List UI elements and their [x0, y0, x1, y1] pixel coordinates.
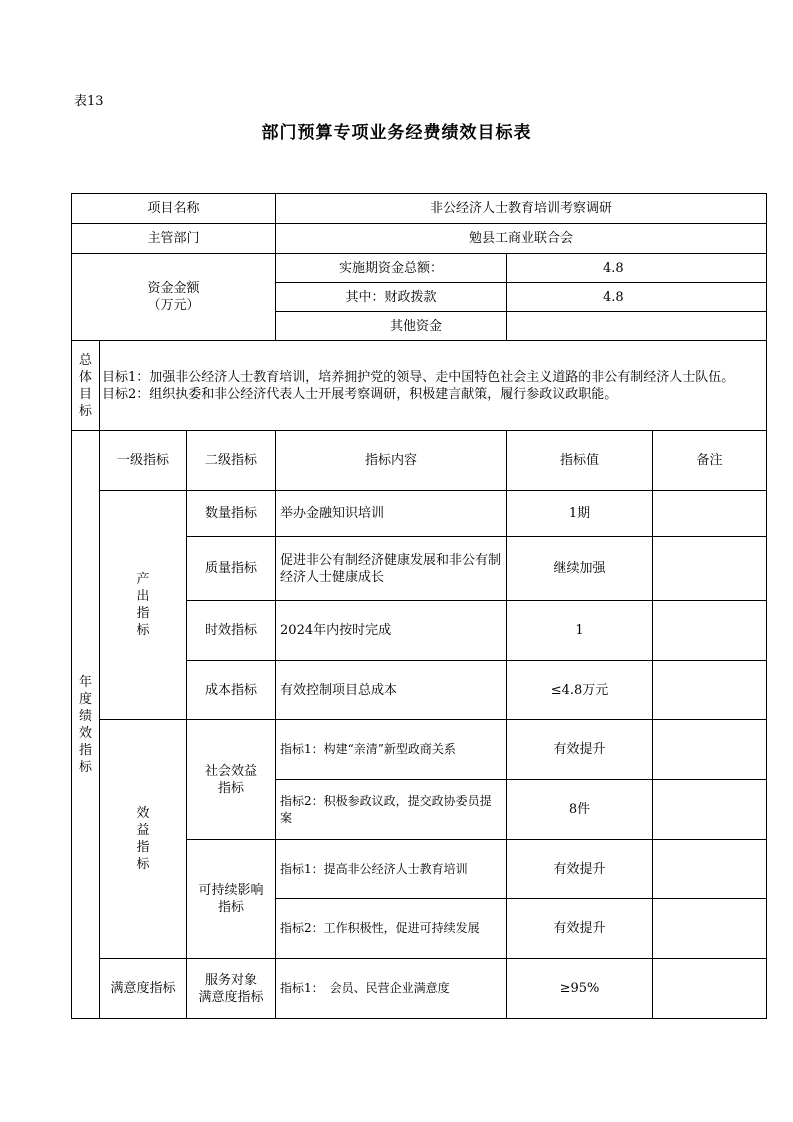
- project-name-value: 非公经济人士教育培训考察调研: [276, 194, 767, 224]
- output-value: 1: [507, 601, 653, 661]
- benefit-label-char: 标: [136, 857, 150, 872]
- project-name-row: [72, 194, 767, 224]
- output-indicators-label: [100, 491, 187, 720]
- annual-label-char: 标: [78, 759, 92, 775]
- social-content: 指标1：构建“亲清”新型政商关系: [276, 720, 507, 780]
- annual-label-char: 度: [78, 691, 92, 707]
- output-value: 1期: [507, 491, 653, 537]
- funds-other-value: [507, 312, 767, 341]
- benefit-label-char: 益: [136, 823, 150, 838]
- output-level2: 数量指标: [187, 491, 276, 537]
- sustain-value: 有效提升: [507, 899, 653, 959]
- benefit-label-char: 效: [136, 806, 150, 821]
- sustain-remark: [653, 899, 767, 959]
- funds-total-row: [72, 254, 767, 283]
- header-level1: 一级指标: [100, 431, 187, 491]
- social-value: 8件: [507, 780, 653, 840]
- funds-total-value: 4.8: [507, 254, 767, 283]
- sustain-remark: [653, 840, 767, 899]
- annual-label-char: 绩: [78, 708, 92, 724]
- sustain-label-line: 指标: [218, 900, 245, 915]
- annual-label-char: 效: [78, 725, 92, 741]
- satisfaction-label-line: 满意度指标: [198, 989, 264, 1005]
- output-content: 举办金融知识培训: [276, 491, 507, 537]
- social-remark: [653, 780, 767, 840]
- output-content: 促进非公有制经济健康发展和非公有制经济人士健康成长: [276, 537, 507, 601]
- goal-1: 目标1：加强非公经济人士教育培训，培养拥护党的领导、走中国特色社会主义道路的非公有制经济人士队伍。: [102, 369, 735, 385]
- sustain-value: 有效提升: [507, 840, 653, 899]
- satisfaction-level1: 满意度指标: [100, 959, 187, 1019]
- social-benefit-label: [187, 720, 276, 840]
- satisfaction-value: ≥95%: [507, 959, 653, 1019]
- output-remark: [653, 537, 767, 601]
- sustain-content: 指标2：工作积极性，促进可持续发展: [276, 899, 507, 959]
- social-label-line: 社会效益: [205, 763, 258, 779]
- header-level2: 二级指标: [187, 431, 276, 491]
- performance-target-table: [71, 193, 767, 1019]
- social-value: 有效提升: [507, 720, 653, 780]
- satisfaction-label-line: 服务对象: [205, 972, 258, 988]
- table-row: [72, 491, 767, 537]
- table-row: [72, 959, 767, 1019]
- output-label-char: 标: [136, 623, 150, 638]
- benefit-label-char: 指: [136, 840, 150, 855]
- annual-label-char: 年: [78, 674, 92, 690]
- output-remark: [653, 491, 767, 537]
- output-label-char: 产: [136, 572, 150, 587]
- funds-fiscal-label: 其中：财政拨款: [276, 283, 507, 312]
- sustainable-impact-label: [187, 840, 276, 959]
- overall-label-char: 目: [78, 386, 92, 402]
- benefit-indicators-label: [100, 720, 187, 959]
- overall-label-char: 标: [78, 403, 92, 419]
- department-label: 主管部门: [72, 224, 276, 254]
- annual-label-char: 指: [78, 742, 92, 758]
- output-remark: [653, 661, 767, 720]
- satisfaction-level2: [187, 959, 276, 1019]
- social-content: 指标2：积极参政议政，提交政协委员提案: [276, 780, 507, 840]
- header-content: 指标内容: [276, 431, 507, 491]
- goal-2: 目标2：组织执委和非公经济代表人士开展考察调研，积极建言献策，履行参政议政职能。: [102, 386, 618, 402]
- social-label-line: 指标: [218, 780, 245, 796]
- funds-total-label: 实施期资金总额：: [276, 254, 507, 283]
- output-value: ≤4.8万元: [507, 661, 653, 720]
- output-label-char: 出: [136, 589, 150, 604]
- output-content: 2024年内按时完成: [276, 601, 507, 661]
- annual-indicators-label: [72, 431, 100, 1019]
- output-value: 继续加强: [507, 537, 653, 601]
- output-remark: [653, 601, 767, 661]
- output-level2: 成本指标: [187, 661, 276, 720]
- funds-label-line2: （万元）: [147, 298, 200, 313]
- annual-header-row: [72, 431, 767, 491]
- funds-label: [72, 254, 276, 341]
- satisfaction-content: 指标1： 会员、民营企业满意度: [276, 959, 507, 1019]
- table-number: 表13: [74, 94, 104, 109]
- output-level2: 质量指标: [187, 537, 276, 601]
- header-value: 指标值: [507, 431, 653, 491]
- output-level2: 时效指标: [187, 601, 276, 661]
- header-remark: 备注: [653, 431, 767, 491]
- funds-other-label: 其他资金: [276, 312, 507, 341]
- project-name-label: 项目名称: [72, 194, 276, 224]
- table-row: [72, 720, 767, 780]
- funds-label-line1: 资金金额: [147, 281, 200, 296]
- sustain-content: 指标1：提高非公经济人士教育培训: [276, 840, 507, 899]
- overall-goals-content: [100, 341, 767, 431]
- output-content: 有效控制项目总成本: [276, 661, 507, 720]
- social-remark: [653, 720, 767, 780]
- department-value: 勉县工商业联合会: [276, 224, 767, 254]
- overall-goals-label: [72, 341, 100, 431]
- department-row: [72, 224, 767, 254]
- overall-goals-row: [72, 341, 767, 431]
- sustain-label-line: 可持续影响: [198, 883, 264, 898]
- funds-fiscal-value: 4.8: [507, 283, 767, 312]
- output-label-char: 指: [136, 606, 150, 621]
- overall-label-char: 体: [78, 369, 92, 385]
- document-title: 部门预算专项业务经费绩效目标表: [261, 123, 532, 143]
- satisfaction-remark: [653, 959, 767, 1019]
- overall-label-char: 总: [78, 352, 92, 368]
